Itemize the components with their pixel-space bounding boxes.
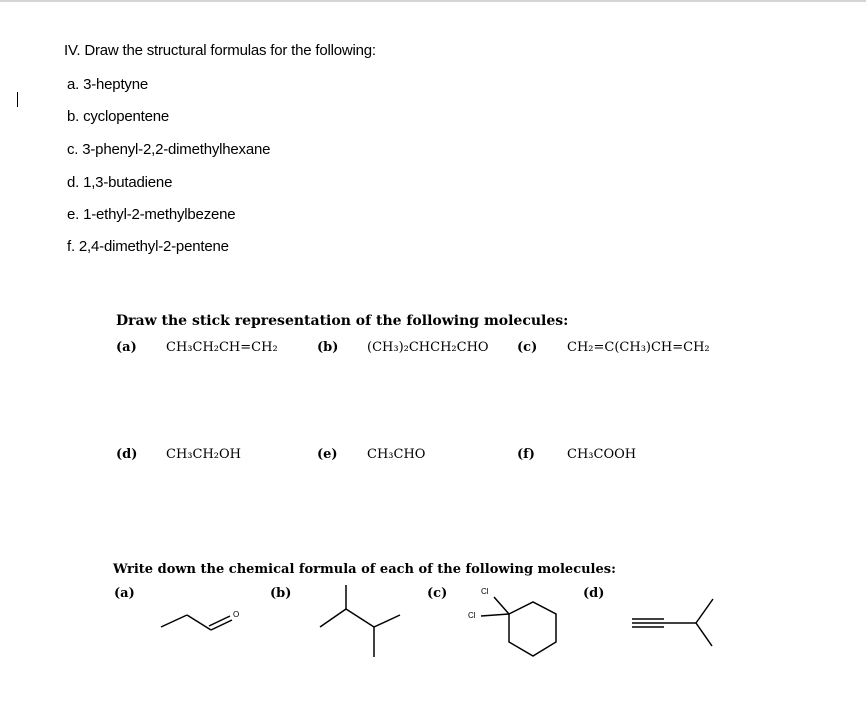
formula-label-d: (d) xyxy=(583,586,605,601)
formula-label-a: (a) xyxy=(114,586,135,601)
top-border xyxy=(0,0,866,2)
item-c: c. 3-phenyl-2,2-dimethylhexane xyxy=(67,141,271,158)
formula-label-c: (c) xyxy=(427,586,448,601)
formula-label-b: (b) xyxy=(270,586,292,601)
stick-label-f: (f) xyxy=(517,447,535,462)
formula-title: Write down the chemical formula of each of the following molecules: xyxy=(113,562,616,577)
section-iv-title: IV. Draw the structural formulas for the following: xyxy=(64,42,376,59)
stick-formula-d: CH₃CH₂OH xyxy=(166,447,241,462)
molecule-c-structure xyxy=(476,585,576,665)
item-b: b. cyclopentene xyxy=(67,108,170,125)
molecule-d-structure xyxy=(628,595,723,650)
item-d: d. 1,3-butadiene xyxy=(67,174,173,191)
item-f: f. 2,4-dimethyl-2-pentene xyxy=(67,238,229,255)
stick-label-b: (b) xyxy=(317,340,339,355)
stick-title: Draw the stick representation of the following molecules: xyxy=(116,313,569,329)
molecule-c-chlorine-left: Cl xyxy=(468,611,476,620)
stick-label-e: (e) xyxy=(317,447,338,462)
stick-formula-e: CH₃CHO xyxy=(367,447,426,462)
stick-label-c: (c) xyxy=(517,340,538,355)
molecule-b-structure xyxy=(315,585,405,660)
stick-formula-f: CH₃COOH xyxy=(567,447,637,462)
molecule-c-chlorine-top: Cl xyxy=(481,587,489,596)
stick-label-d: (d) xyxy=(116,447,138,462)
stick-label-a: (a) xyxy=(116,340,137,355)
text-cursor xyxy=(17,92,18,107)
molecule-a-structure xyxy=(155,605,245,635)
stick-formula-c: CH₂=C(CH₃)CH=CH₂ xyxy=(567,340,710,355)
item-a: a. 3-heptyne xyxy=(67,76,148,93)
molecule-a-oxygen: O xyxy=(233,610,240,619)
stick-formula-b: (CH₃)₂CHCH₂CHO xyxy=(367,340,489,355)
item-e: e. 1-ethyl-2-methylbezene xyxy=(67,206,236,223)
stick-formula-a: CH₃CH₂CH=CH₂ xyxy=(166,340,278,355)
